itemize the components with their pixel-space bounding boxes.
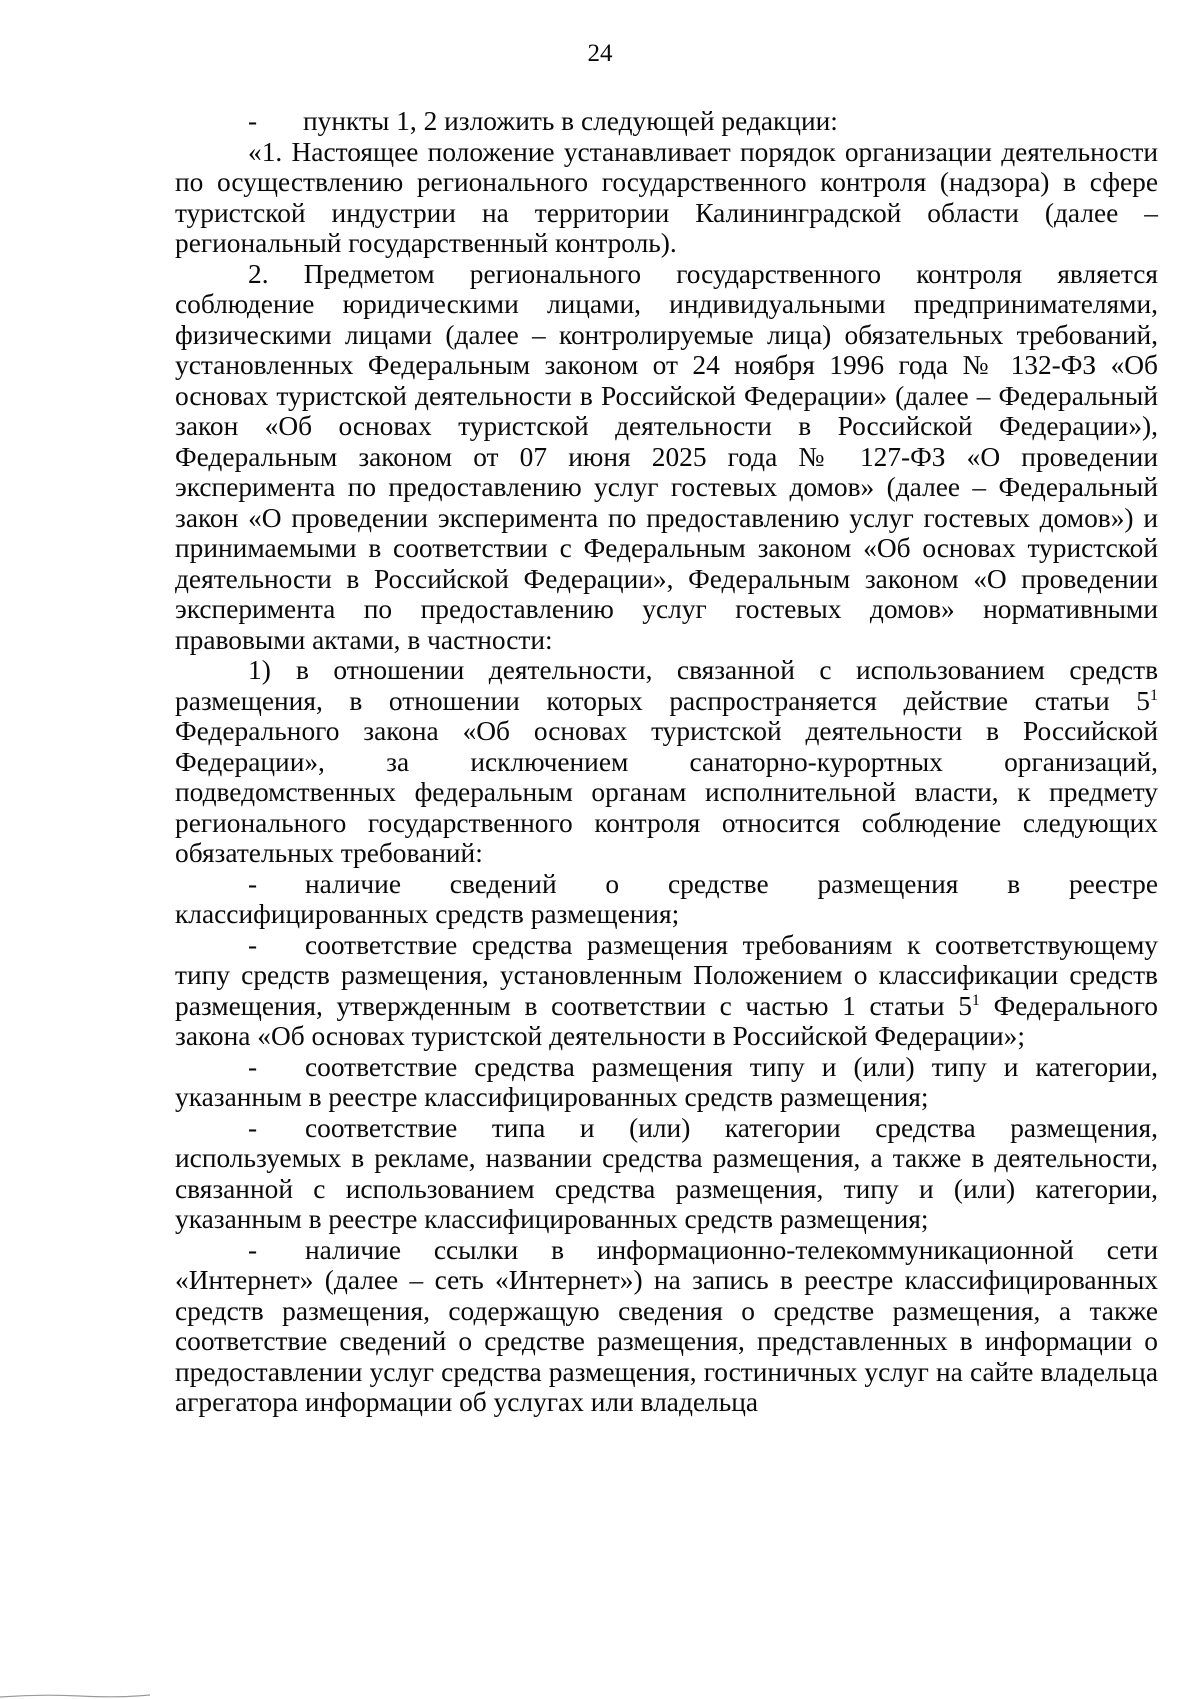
dash-marker: - (248, 1051, 258, 1082)
requirement-bullet (175, 1235, 1158, 1418)
paragraph-text: соответствие средства размещения типу и (или) типу и категории, указанным в реестре классифицированных средств размещения; (175, 1051, 1158, 1112)
subclause-1-paragraph (175, 655, 1158, 869)
paragraph-text: наличие ссылки в информационно-телекоммуникационной сети «Интернет» (далее – сеть «Интернет») на запись в реестре классифицированных средств размещения, содержащую сведения о средстве размещения, а также соответствие сведений о средстве размещения, представленных в информации о предоставлении услуг средства размещения, гостиничных услуг на сайте владельца агрегатора информации об услугах или владельца (175, 1234, 1158, 1417)
paragraph-text-continued: Федерального закона «Об основах туристской деятельности в Российской Федерации»; (175, 990, 1158, 1051)
document-body (175, 106, 1158, 1418)
page-number: 24 (587, 40, 613, 67)
superscript: 1 (1150, 686, 1158, 704)
paragraph-text: «1. Настоящее положение устанавливает порядок организации деятельности по осуществлению регионального государственного контроля (надзора) в сфере туристской индустрии на территории Калининградской области (далее – региональный государственный контроль). (175, 136, 1158, 258)
requirement-bullet (175, 930, 1158, 1052)
dash-marker: - (248, 929, 258, 960)
requirement-bullet (175, 869, 1158, 930)
number-marker: 1) (248, 655, 271, 685)
requirement-bullet (175, 1113, 1158, 1235)
dash-marker: - (248, 868, 258, 899)
scan-edge-mark (0, 1691, 150, 1699)
dash-marker: - (248, 106, 258, 136)
intro-dash-paragraph (175, 106, 1158, 137)
paragraph-text: пункты 1, 2 изложить в следующей редакции: (303, 106, 838, 136)
clause-2-paragraph (175, 259, 1158, 656)
dash-marker: - (248, 1112, 258, 1143)
paragraph-text: наличие сведений о средстве размещения в реестре классифицированных средств размещения; (175, 868, 1158, 929)
paragraph-text: 2. Предметом регионального государственного контроля является соблюдение юридическими лицами, индивидуальными предпринимателями, физическими лицами (далее – контролируемые лица) обязательных требований, установленных Федеральным законом от 24 ноября 1996 года № 132-ФЗ «Об основах туристской деятельности в Российской Федерации» (далее – Федеральный закон «Об основах туристской деятельности в Российской Федерации»), Федеральным законом от 07 июня 2025 года № 127-ФЗ «О проведении эксперимента по предоставлению услуг гостевых домов» (далее – Федеральный закон «О проведении эксперимента по предоставлению услуг гостевых домов») и принимаемыми в соответствии с Федеральным законом «Об основах туристской деятельности в Российской Федерации», Федеральным законом «О проведении эксперимента по предоставлению услуг гостевых домов» нормативными правовыми актами, в частности: (175, 258, 1158, 655)
superscript: 1 (971, 991, 980, 1009)
requirement-bullet (175, 1052, 1158, 1113)
paragraph-text: соответствие средства размещения требованиям к соответствующему типу средств размещения, установленным Положением о классификации средств размещения, утвержденным в соответствии с частью 1 статьи 5 (175, 929, 1158, 1021)
paragraph-text-continued: Федерального закона «Об основах туристской деятельности в Российской Федерации», за исключением санаторно-курортных организаций, подведомственных федеральным органам исполнительной власти, к предмету регионального государственного контроля относится соблюдение следующих обязательных требований: (175, 716, 1158, 868)
paragraph-text: в отношении деятельности, связанной с использованием средств размещения, в отношении которых распространяется действие статьи 5 (175, 655, 1158, 716)
dash-marker: - (248, 1234, 258, 1265)
clause-1-paragraph (175, 137, 1158, 259)
paragraph-text: соответствие типа и (или) категории средства размещения, используемых в рекламе, названии средства размещения, а также в деятельности, связанной с использованием средства размещения, типу и (или) категории, указанным в реестре классифицированных средств размещения; (175, 1112, 1158, 1234)
